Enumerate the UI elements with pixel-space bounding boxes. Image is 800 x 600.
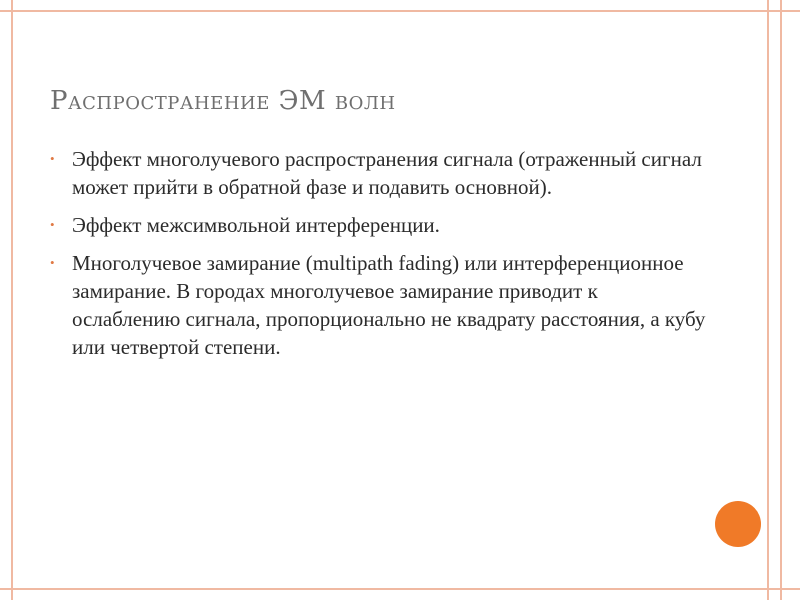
bullet-item — [50, 249, 710, 361]
bullet-text: Эффект многолучевого распространения сигнала (отраженный сигнал может прийти в обратной фазе и подавить основной). — [72, 147, 702, 199]
bullet-dot-icon: • — [50, 217, 55, 232]
bullet-list — [50, 145, 710, 371]
decorative-circle — [715, 501, 761, 547]
frame-stripe-right-outer — [780, 0, 782, 600]
frame-line-top — [0, 10, 800, 12]
frame-line-bottom — [0, 588, 800, 590]
bullet-text: Многолучевое замирание (multipath fading) или интерференционное замирание. В городах многолучевое замирание приводит к ослаблению сигнала, пропорционально не квадрату расстояния, а кубу или четвертой степени. — [72, 251, 706, 359]
slide-title: Распространение ЭМ волн — [50, 86, 396, 116]
bullet-text: Эффект межсимвольной интерференции. — [72, 213, 440, 237]
bullet-item — [50, 145, 710, 201]
frame-stripe-right-inner — [767, 0, 769, 600]
frame-line-left — [11, 0, 13, 600]
bullet-dot-icon: • — [50, 255, 55, 270]
bullet-dot-icon: • — [50, 151, 55, 166]
bullet-item — [50, 211, 710, 239]
